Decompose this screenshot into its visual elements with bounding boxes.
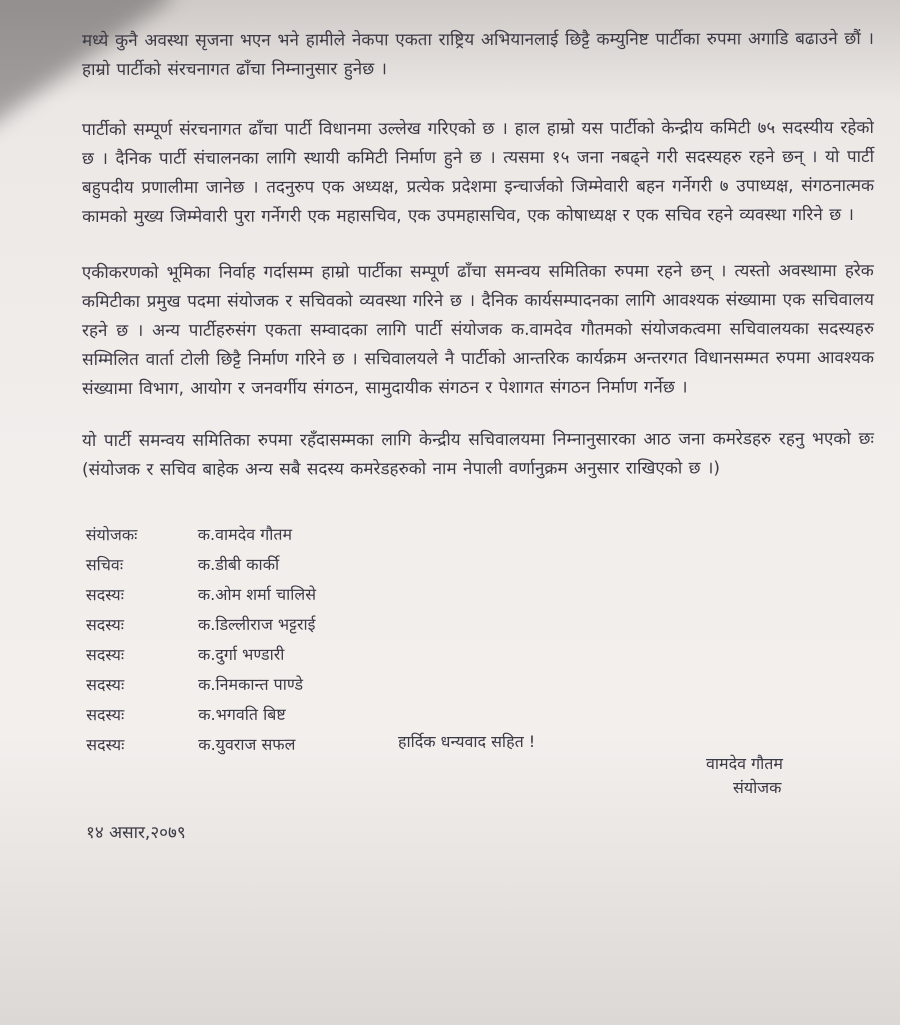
member-role: संयोजकः	[85, 525, 138, 545]
member-name: क.युवराज सफल	[198, 734, 296, 755]
member-role: सदस्यः	[86, 645, 125, 665]
member-name: क.दुर्गा भण्डारी	[198, 644, 285, 665]
member-row	[86, 520, 316, 551]
signatory-name: वामदेव गौतम	[706, 754, 783, 773]
member-row	[86, 700, 316, 731]
signatory-title: संयोजक	[733, 778, 782, 797]
document-date: १४ असार,२०७९	[86, 823, 186, 843]
paragraph-1: मध्ये कुनै अवस्था सृजना भएन भने हामीले नेकपा एकता राष्ट्रिय अभियानलाई छिट्टै कम्युनिष्ट पार्टीका रुपमा अगाडि बढाउने छौं । हाम्रो पार्टीको संरचनागत ढाँचा निम्नानुसार हुनेछ ।	[81, 28, 874, 81]
member-role: सदस्यः	[86, 675, 125, 695]
paragraph-3: एकीकरणको भूमिका निर्वाह गर्दासम्म हाम्रो पार्टीका सम्पूर्ण ढाँचा समन्वय समितिका रुपमा रहने छन् । त्यस्तो अवस्थामा हरेक कमिटीका प्रमुख पदमा संयोजक र सचिवको व्यवस्था गरिने छ । दैनिक कार्यसम्पादनका लागि आवश्यक संख्यामा एक सचिवालय रहने छ । अन्य पार्टीहरुसंग एकता सम्वादका लागि पार्टी संयोजक क.वामदेव गौतमको संयोजकत्वमा सचिवालयका सदस्यहरु सम्मिलित वार्ता टोली छिट्टै निर्माण गरिने छ । सचिवालयले नै पार्टीको आन्तरिक कार्यक्रम अन्तरगत विधानसम्मत रुपमा आवश्यक संख्यामा विभाग, आयोग र जनवर्गीय संगठन, सामुदायीक संगठन र पेशागत संगठन निर्माण गर्नेछ ।	[81, 260, 875, 400]
member-name: क.भगवति बिष्ट	[198, 704, 286, 725]
member-role: सदस्यः	[86, 705, 125, 725]
member-row	[86, 580, 316, 611]
member-role: सदस्यः	[85, 615, 125, 635]
member-role: सदस्यः	[86, 735, 125, 755]
secretariat-member-list	[86, 520, 317, 761]
member-name: क.ओम शर्मा चालिसे	[197, 584, 317, 605]
member-role: सदस्यः	[85, 585, 124, 605]
member-name: क.डीबी कार्की	[197, 554, 280, 575]
member-row	[86, 640, 316, 671]
paragraph-4: यो पार्टी समन्वय समितिका रुपमा रहँदासम्मका लागि केन्द्रीय सचिवालयमा निम्नानुसारका आठ जना कमरेडहरु रहनु भएको छः (संयोजक र सचिव बाहेक अन्य सबै सदस्य कमरेडहरुको नाम नेपाली वर्णानुक्रम अनुसार राखिएको छ ।)	[81, 428, 874, 481]
member-name: क.वामदेव गौतम	[197, 524, 293, 545]
member-name: क.निमकान्त पाण्डे	[198, 674, 304, 695]
paragraph-2: पार्टीको सम्पूर्ण संरचनागत ढाँचा पार्टी विधानमा उल्लेख गरिएको छ । हाल हाम्रो यस पार्टीको केन्द्रीय कमिटी ७५ सदस्यीय रहेको छ । दैनिक पार्टी संचालनका लागि स्थायी कमिटी निर्माण हुने छ । त्यसमा १५ जना नबढ्ने गरी सदस्यहरु रहने छन् । यो पार्टी बहुपदीय प्रणालीमा जानेछ । तदनुरुप एक अध्यक्ष, प्रत्येक प्रदेशमा इन्चार्जको जिम्मेवारी बहन गर्नेगरी ७ उपाध्यक्ष, संगठनात्मक कामको मुख्य जिम्मेवारी पुरा गर्नेगरी एक महासचिव, एक उपमहासचिव, एक कोषाध्यक्ष र एक सचिव रहने व्यवस्था गरिने छ ।	[81, 117, 875, 228]
member-role: सचिवः	[85, 555, 124, 575]
member-row	[86, 610, 316, 641]
member-row	[86, 550, 316, 581]
member-name: क.डिल्लीराज भट्टराई	[197, 614, 316, 635]
member-row	[86, 730, 316, 761]
closing-line: हार्दिक धन्यवाद सहित !	[398, 732, 536, 751]
member-row	[86, 670, 316, 701]
